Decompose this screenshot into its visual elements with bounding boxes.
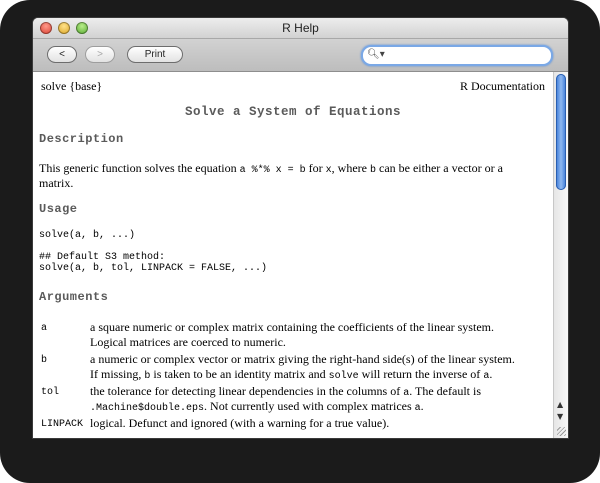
search-field[interactable] bbox=[361, 45, 553, 66]
usage-line-3: solve(a, b, tol, LINPACK = FALSE, ...) bbox=[39, 263, 268, 274]
text-fragment: the tolerance for detecting linear dependencies in the columns of bbox=[90, 384, 404, 398]
argument-description-line2 bbox=[90, 367, 492, 384]
scroll-up-icon[interactable]: ▲ bbox=[557, 400, 564, 409]
description-fragment: for bbox=[305, 161, 326, 175]
text-fragment: . bbox=[420, 399, 424, 413]
code-fragment: a bbox=[483, 371, 490, 382]
description-fragment: , where bbox=[331, 161, 370, 175]
argument-name: LINPACK bbox=[41, 419, 84, 430]
r-help-window bbox=[33, 18, 568, 438]
description-text-line2: matrix. bbox=[39, 176, 74, 190]
code-fragment: a bbox=[403, 388, 410, 399]
text-fragment: . Not currently used with complex matrices bbox=[204, 399, 415, 413]
page-title: Solve a System of Equations bbox=[184, 105, 402, 119]
scrollbar-thumb[interactable] bbox=[556, 74, 566, 190]
code-fragment: solve bbox=[328, 371, 359, 382]
topic-label: solve {base} bbox=[41, 79, 103, 93]
scroll-down-icon[interactable]: ▼ bbox=[557, 412, 564, 421]
code-fragment: a %*% x = b bbox=[239, 165, 306, 176]
back-button[interactable]: < bbox=[47, 46, 77, 63]
code-fragment: .Machine$double.eps bbox=[90, 403, 205, 414]
code-fragment: x bbox=[325, 165, 332, 176]
argument-description-line2 bbox=[90, 399, 424, 416]
argument-description: logical. Defunct and ignored (with a warning for a true value). bbox=[90, 416, 390, 430]
description-fragment: This generic function solves the equation bbox=[39, 161, 240, 175]
vertical-scrollbar[interactable] bbox=[553, 72, 568, 438]
description-heading: Description bbox=[39, 132, 124, 146]
window-title: R Help bbox=[282, 21, 319, 35]
help-content bbox=[33, 72, 553, 438]
text-fragment: is taken to be an identity matrix and bbox=[150, 367, 329, 381]
text-fragment: . The default is bbox=[409, 384, 481, 398]
argument-description: a numeric or complex vector or matrix giving the right-hand side(s) of the linear system. bbox=[90, 352, 515, 366]
title-bar[interactable] bbox=[33, 18, 568, 39]
argument-description: a square numeric or complex matrix containing the coefficients of the linear system. bbox=[90, 320, 494, 334]
argument-name: a bbox=[41, 323, 48, 334]
magnifier-icon[interactable]: 🔍︎▾ bbox=[367, 49, 385, 60]
toolbar bbox=[33, 39, 568, 72]
usage-line-2: ## Default S3 method: bbox=[39, 252, 166, 263]
usage-heading: Usage bbox=[39, 202, 78, 216]
usage-line-1: solve(a, b, ...) bbox=[39, 230, 136, 241]
code-fragment: a bbox=[414, 403, 421, 414]
text-fragment: If missing, bbox=[90, 367, 145, 381]
code-fragment: b bbox=[144, 371, 151, 382]
forward-button[interactable]: > bbox=[85, 46, 115, 63]
argument-name: tol bbox=[41, 387, 60, 398]
print-button[interactable]: Print bbox=[127, 46, 183, 63]
argument-name: b bbox=[41, 355, 48, 366]
arguments-heading: Arguments bbox=[39, 290, 109, 304]
code-fragment: b bbox=[369, 165, 376, 176]
resize-grip-icon[interactable] bbox=[557, 427, 566, 436]
argument-description-line2: Logical matrices are coerced to numeric. bbox=[90, 335, 286, 349]
text-fragment: . bbox=[489, 367, 493, 381]
description-fragment: can be either a vector or a bbox=[376, 161, 503, 175]
text-fragment: will return the inverse of bbox=[358, 367, 484, 381]
source-label: R Documentation bbox=[460, 79, 545, 93]
description-text bbox=[39, 161, 549, 176]
